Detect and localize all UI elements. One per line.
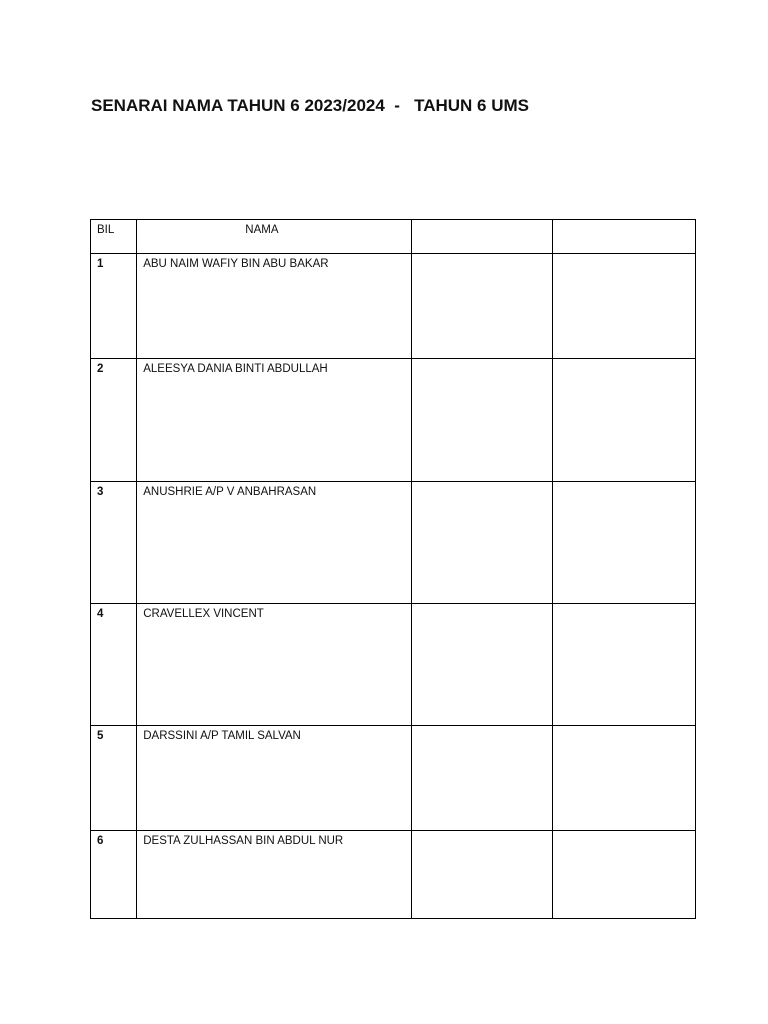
bil-cell — [91, 254, 137, 359]
header-nama — [137, 220, 411, 254]
blank-cell — [411, 482, 553, 604]
bil-value: 4 — [97, 608, 104, 620]
bil-value: 3 — [97, 486, 104, 498]
nama-value: ABU NAIM WAFIY BIN ABU BAKAR — [143, 258, 329, 270]
table-row — [91, 726, 696, 831]
bil-value: 6 — [97, 835, 104, 847]
nama-cell — [137, 831, 411, 919]
blank-cell — [411, 359, 553, 482]
table-row — [91, 482, 696, 604]
bil-value: 1 — [97, 258, 104, 270]
blank-cell — [553, 726, 696, 831]
blank-cell — [553, 254, 696, 359]
bil-cell — [91, 482, 137, 604]
nama-value: DARSSINI A/P TAMIL SALVAN — [143, 730, 301, 742]
header-nama-label: NAMA — [245, 224, 279, 236]
nama-cell — [137, 604, 411, 726]
blank-cell — [411, 831, 553, 919]
name-list-table — [90, 219, 696, 919]
nama-value: ANUSHRIE A/P V ANBAHRASAN — [143, 486, 317, 498]
nama-value: CRAVELLEX VINCENT — [143, 608, 264, 620]
blank-cell — [411, 604, 553, 726]
header-col-3-label — [412, 220, 553, 224]
bil-value: 5 — [97, 730, 104, 742]
table-row — [91, 831, 696, 919]
blank-cell — [553, 604, 696, 726]
header-bil — [91, 220, 137, 254]
bil-cell — [91, 831, 137, 919]
table-row — [91, 359, 696, 482]
nama-value: DESTA ZULHASSAN BIN ABDUL NUR — [143, 835, 344, 847]
header-col-3 — [411, 220, 553, 254]
header-col-4 — [553, 220, 696, 254]
table-header-row — [91, 220, 696, 254]
blank-cell — [553, 482, 696, 604]
blank-cell — [553, 359, 696, 482]
header-bil-label: BIL — [97, 224, 115, 236]
bil-cell — [91, 726, 137, 831]
nama-cell — [137, 254, 411, 359]
nama-cell — [137, 359, 411, 482]
nama-cell — [137, 482, 411, 604]
header-col-4-label — [553, 220, 695, 224]
bil-cell — [91, 604, 137, 726]
bil-cell — [91, 359, 137, 482]
nama-value: ALEESYA DANIA BINTI ABDULLAH — [143, 363, 328, 375]
blank-cell — [411, 254, 553, 359]
table-row — [91, 604, 696, 726]
blank-cell — [411, 726, 553, 831]
nama-cell — [137, 726, 411, 831]
blank-cell — [553, 831, 696, 919]
bil-value: 2 — [97, 363, 104, 375]
page-title: SENARAI NAMA TAHUN 6 2023/2024 - TAHUN 6 UMS — [91, 96, 529, 115]
table-row — [91, 254, 696, 359]
